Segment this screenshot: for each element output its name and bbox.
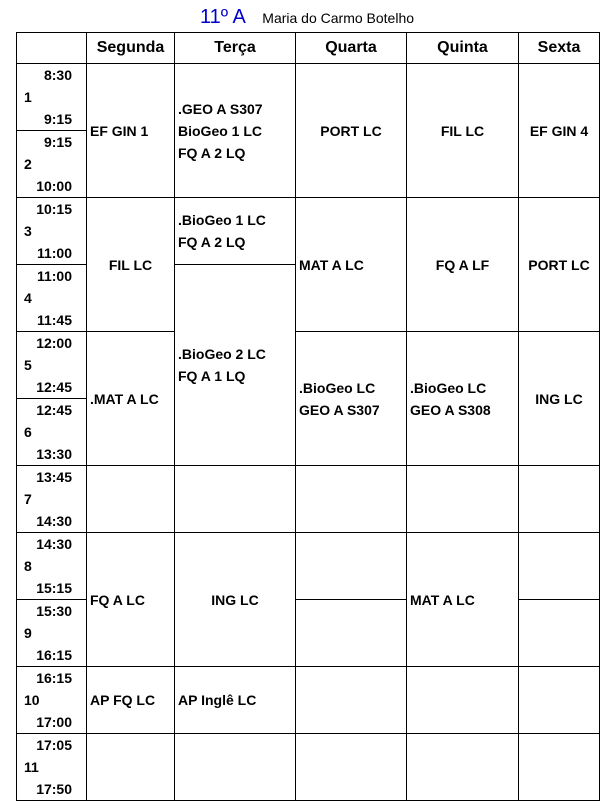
- slot-start-time: 11:00: [36, 268, 72, 284]
- slot-start-time: 12:00: [36, 335, 72, 351]
- empty-cell: [296, 466, 407, 533]
- slot-end-time: 10:00: [36, 178, 72, 194]
- slot-row: [17, 533, 600, 600]
- empty-cell: [519, 734, 600, 801]
- slot-row: [17, 332, 600, 399]
- lesson-cell: PORT LC: [296, 64, 407, 198]
- slot-number: 2: [24, 156, 32, 172]
- empty-cell: [407, 734, 519, 801]
- day-header-quarta: Quarta: [296, 33, 407, 64]
- lesson-cell: PORT LC: [519, 198, 600, 332]
- empty-cell: [519, 466, 600, 533]
- empty-cell: [296, 734, 407, 801]
- slot-end-time: 11:45: [36, 312, 72, 328]
- empty-cell: [407, 466, 519, 533]
- timetable-header: [0, 6, 614, 29]
- slot-end-time: 14:30: [36, 513, 72, 529]
- lesson-cell: EF GIN 1: [87, 64, 175, 198]
- slot-start-time: 16:15: [36, 670, 72, 686]
- slot-number: 5: [24, 357, 32, 373]
- slot-end-time: 17:50: [36, 781, 72, 797]
- empty-cell: [296, 667, 407, 734]
- empty-cell: [87, 734, 175, 801]
- lesson-cell: ING LC: [519, 332, 600, 466]
- slot-number: 9: [24, 625, 32, 641]
- slot-start-time: 13:45: [36, 469, 72, 485]
- lesson-cell: .MAT A LC: [87, 332, 175, 466]
- slot-number: 3: [24, 223, 32, 239]
- empty-cell: [519, 600, 600, 667]
- time-slot-6: [17, 399, 87, 466]
- slot-row: [17, 734, 600, 801]
- slot-start-time: 10:15: [36, 201, 72, 217]
- time-slot-3: [17, 198, 87, 265]
- day-header-segunda: Segunda: [87, 33, 175, 64]
- slot-start-time: 15:30: [36, 603, 72, 619]
- lesson-cell: .GEO A S307 BioGeo 1 LC FQ A 2 LQ: [175, 64, 296, 198]
- lesson-cell: .BioGeo 2 LC FQ A 1 LQ: [175, 265, 296, 466]
- time-slot-11: [17, 734, 87, 801]
- time-slot-4: [17, 265, 87, 332]
- slot-end-time: 16:15: [36, 647, 72, 663]
- time-slot-8: [17, 533, 87, 600]
- teacher-name: Maria do Carmo Botelho: [262, 10, 415, 26]
- empty-cell: [407, 667, 519, 734]
- slot-start-time: 9:15: [43, 134, 72, 150]
- lesson-cell: .BioGeo LC GEO A S307: [296, 332, 407, 466]
- lesson-cell: MAT A LC: [407, 533, 519, 667]
- time-slot-10: [17, 667, 87, 734]
- time-slot-5: [17, 332, 87, 399]
- slot-end-time: 17:00: [36, 714, 72, 730]
- empty-cell: [175, 734, 296, 801]
- corner-cell: [17, 33, 87, 64]
- lesson-cell: AP FQ LC: [87, 667, 175, 734]
- day-header-row: [17, 33, 600, 64]
- lesson-cell: FQ A LF: [407, 198, 519, 332]
- empty-cell: [296, 533, 407, 600]
- slot-number: 10: [24, 692, 40, 708]
- slot-row: [17, 64, 600, 131]
- slot-number: 4: [24, 290, 32, 306]
- slot-number: 8: [24, 558, 32, 574]
- time-slot-1: [17, 64, 87, 131]
- day-header-quinta: Quinta: [407, 33, 519, 64]
- slot-end-time: 12:45: [36, 379, 72, 395]
- slot-start-time: 12:45: [36, 402, 72, 418]
- slot-start-time: 17:05: [36, 737, 72, 753]
- slot-number: 7: [24, 491, 32, 507]
- empty-cell: [519, 667, 600, 734]
- day-header-sexta: Sexta: [519, 33, 600, 64]
- slot-row: [17, 198, 600, 265]
- day-header-terca: Terça: [175, 33, 296, 64]
- lesson-cell: FQ A LC: [87, 533, 175, 667]
- slot-number: 1: [24, 89, 32, 105]
- empty-cell: [296, 600, 407, 667]
- lesson-cell: .BioGeo 1 LC FQ A 2 LQ: [175, 198, 296, 265]
- lesson-cell: ING LC: [175, 533, 296, 667]
- slot-start-time: 8:30: [43, 67, 72, 83]
- slot-end-time: 9:15: [43, 111, 72, 127]
- lesson-cell: MAT A LC: [296, 198, 407, 332]
- slot-row: [17, 466, 600, 533]
- empty-cell: [519, 533, 600, 600]
- lesson-cell: EF GIN 4: [519, 64, 600, 198]
- slot-end-time: 11:00: [36, 245, 72, 261]
- lesson-cell: AP Inglê LC: [175, 667, 296, 734]
- empty-cell: [87, 466, 175, 533]
- slot-end-time: 13:30: [36, 446, 72, 462]
- lesson-cell: .BioGeo LC GEO A S308: [407, 332, 519, 466]
- slot-start-time: 14:30: [36, 536, 72, 552]
- empty-cell: [175, 466, 296, 533]
- lesson-cell: FIL LC: [407, 64, 519, 198]
- time-slot-7: [17, 466, 87, 533]
- time-slot-9: [17, 600, 87, 667]
- slot-number: 11: [24, 759, 39, 775]
- lesson-cell: FIL LC: [87, 198, 175, 332]
- slot-end-time: 15:15: [36, 580, 72, 596]
- class-name: 11º A: [199, 6, 246, 28]
- timetable: [16, 32, 600, 801]
- time-slot-2: [17, 131, 87, 198]
- slot-number: 6: [24, 424, 32, 440]
- slot-row: [17, 667, 600, 734]
